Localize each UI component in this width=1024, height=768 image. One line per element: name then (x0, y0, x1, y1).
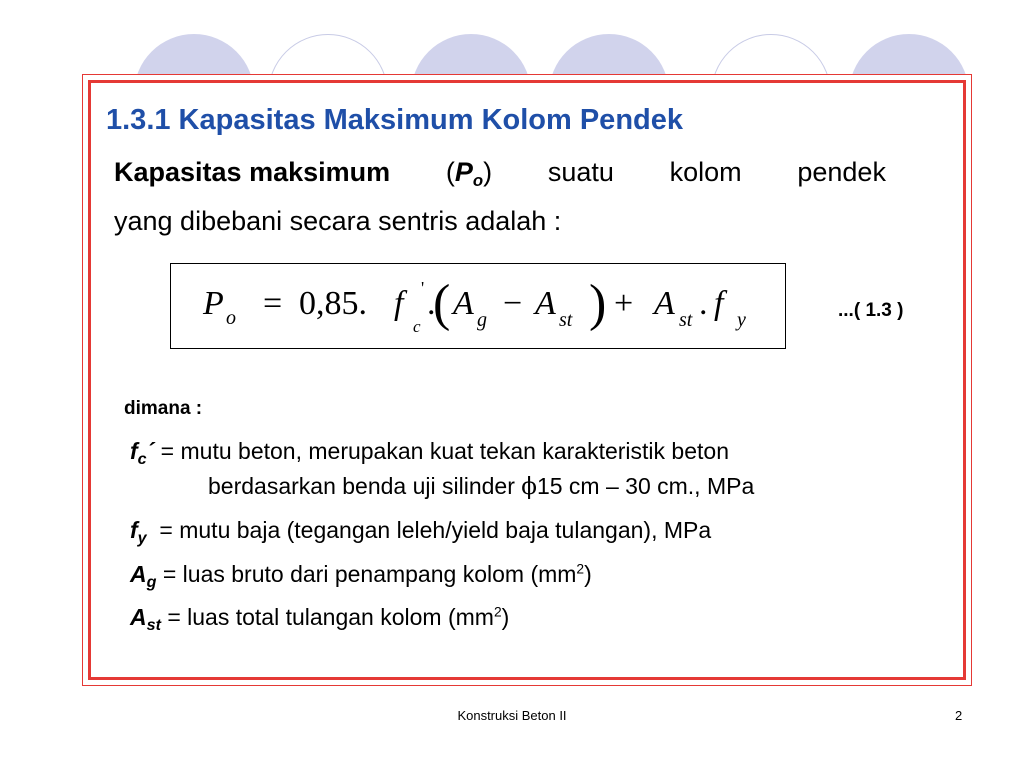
intro-bold-term: Kapasitas maksimum (114, 157, 391, 187)
slide-title: 1.3.1 Kapasitas Maksimum Kolom Pendek (106, 104, 683, 136)
definition-ag-symbol-sub: g (146, 572, 157, 591)
definition-ast-sup: 2 (493, 604, 502, 620)
formula-ag-main: A (453, 285, 474, 322)
formula-fy-main: f (714, 285, 724, 322)
definition-fy (130, 517, 711, 548)
intro-symbol (446, 152, 492, 201)
definition-fc (130, 438, 729, 469)
formula-equals: = (263, 285, 283, 322)
definition-fc-line2-end: 15 cm – 30 cm., MPa (536, 473, 755, 499)
definition-fy-symbol-main: f (130, 517, 138, 543)
definition-fc-symbol-sub: c (137, 449, 147, 468)
phi-symbol: ϕ (521, 474, 537, 500)
intro-symbol-sub: o (472, 171, 484, 191)
formula-fy-sub: y (737, 309, 746, 331)
page-number: 2 (955, 708, 963, 723)
definition-fc-text: = mutu beton, merupakan kuat tekan karakteristik beton (154, 438, 729, 464)
formula-paren-open: ( (433, 275, 451, 332)
formula-ast2-main: A (654, 285, 675, 322)
formula-ast2-sub: st (679, 309, 693, 331)
definition-ast-symbol-sub: st (146, 615, 161, 634)
formula-paren-close: ) (589, 275, 607, 332)
definition-fc-symbol (130, 438, 155, 468)
formula-ast1-main: A (535, 285, 556, 322)
definition-ag-text: = luas bruto dari penampang kolom (mm (156, 561, 577, 587)
definition-fc-symbol-prime: ´ (146, 438, 155, 464)
definition-fy-symbol-sub: y (137, 528, 147, 547)
definition-ast-symbol-main: A (130, 604, 147, 630)
footer-title: Konstruksi Beton II (457, 708, 567, 723)
intro-close-paren: ) (483, 157, 493, 187)
definition-fc-symbol-main: f (130, 438, 138, 464)
intro-text (114, 152, 886, 242)
definition-fc-continued (208, 473, 754, 500)
intro-line-1 (114, 152, 886, 201)
formula-ast1-sub: st (559, 309, 573, 331)
formula-ag-sub: g (477, 309, 487, 331)
definition-ag (130, 561, 592, 592)
intro-word-2: kolom (669, 157, 742, 187)
definition-ag-symbol (130, 561, 157, 591)
formula-box (170, 263, 786, 349)
formula-lhs-main: P (203, 285, 224, 322)
definition-ast-close: ) (501, 604, 510, 630)
intro-open-paren: ( (445, 157, 455, 187)
definition-fy-symbol (130, 517, 147, 547)
where-label: dimana : (124, 398, 203, 419)
equation-number: ...( 1.3 ) (838, 300, 904, 321)
formula-coefficient: 0,85. (299, 285, 367, 322)
definition-ast (130, 604, 509, 635)
intro-symbol-main: P (454, 157, 473, 187)
formula-dot-2: . (699, 285, 708, 322)
definition-fy-text: = mutu baja (tegangan leleh/yield baja tulangan), MPa (146, 517, 712, 543)
definition-fc-line2: berdasarkan benda uji silinder (208, 473, 522, 499)
formula-minus: − (503, 285, 523, 322)
formula-fc-prime: ' (421, 278, 425, 298)
formula-lhs-sub: o (226, 307, 236, 329)
formula-dot: . (427, 285, 436, 322)
definition-ag-sup: 2 (576, 561, 585, 577)
definition-ag-symbol-main: A (130, 561, 147, 587)
intro-word-1: suatu (547, 157, 614, 187)
definition-ast-text: = luas total tulangan kolom (mm (160, 604, 494, 630)
intro-word-3: pendek (797, 157, 886, 187)
formula-fc-main: f (394, 285, 404, 322)
definition-ast-symbol (130, 604, 161, 634)
formula-plus: + (614, 285, 634, 322)
intro-line-2: yang dibebani secara sentris adalah : (114, 206, 562, 237)
formula-fc-sub: c (413, 317, 421, 336)
definition-ag-close: ) (584, 561, 592, 587)
formula-svg (171, 264, 787, 350)
